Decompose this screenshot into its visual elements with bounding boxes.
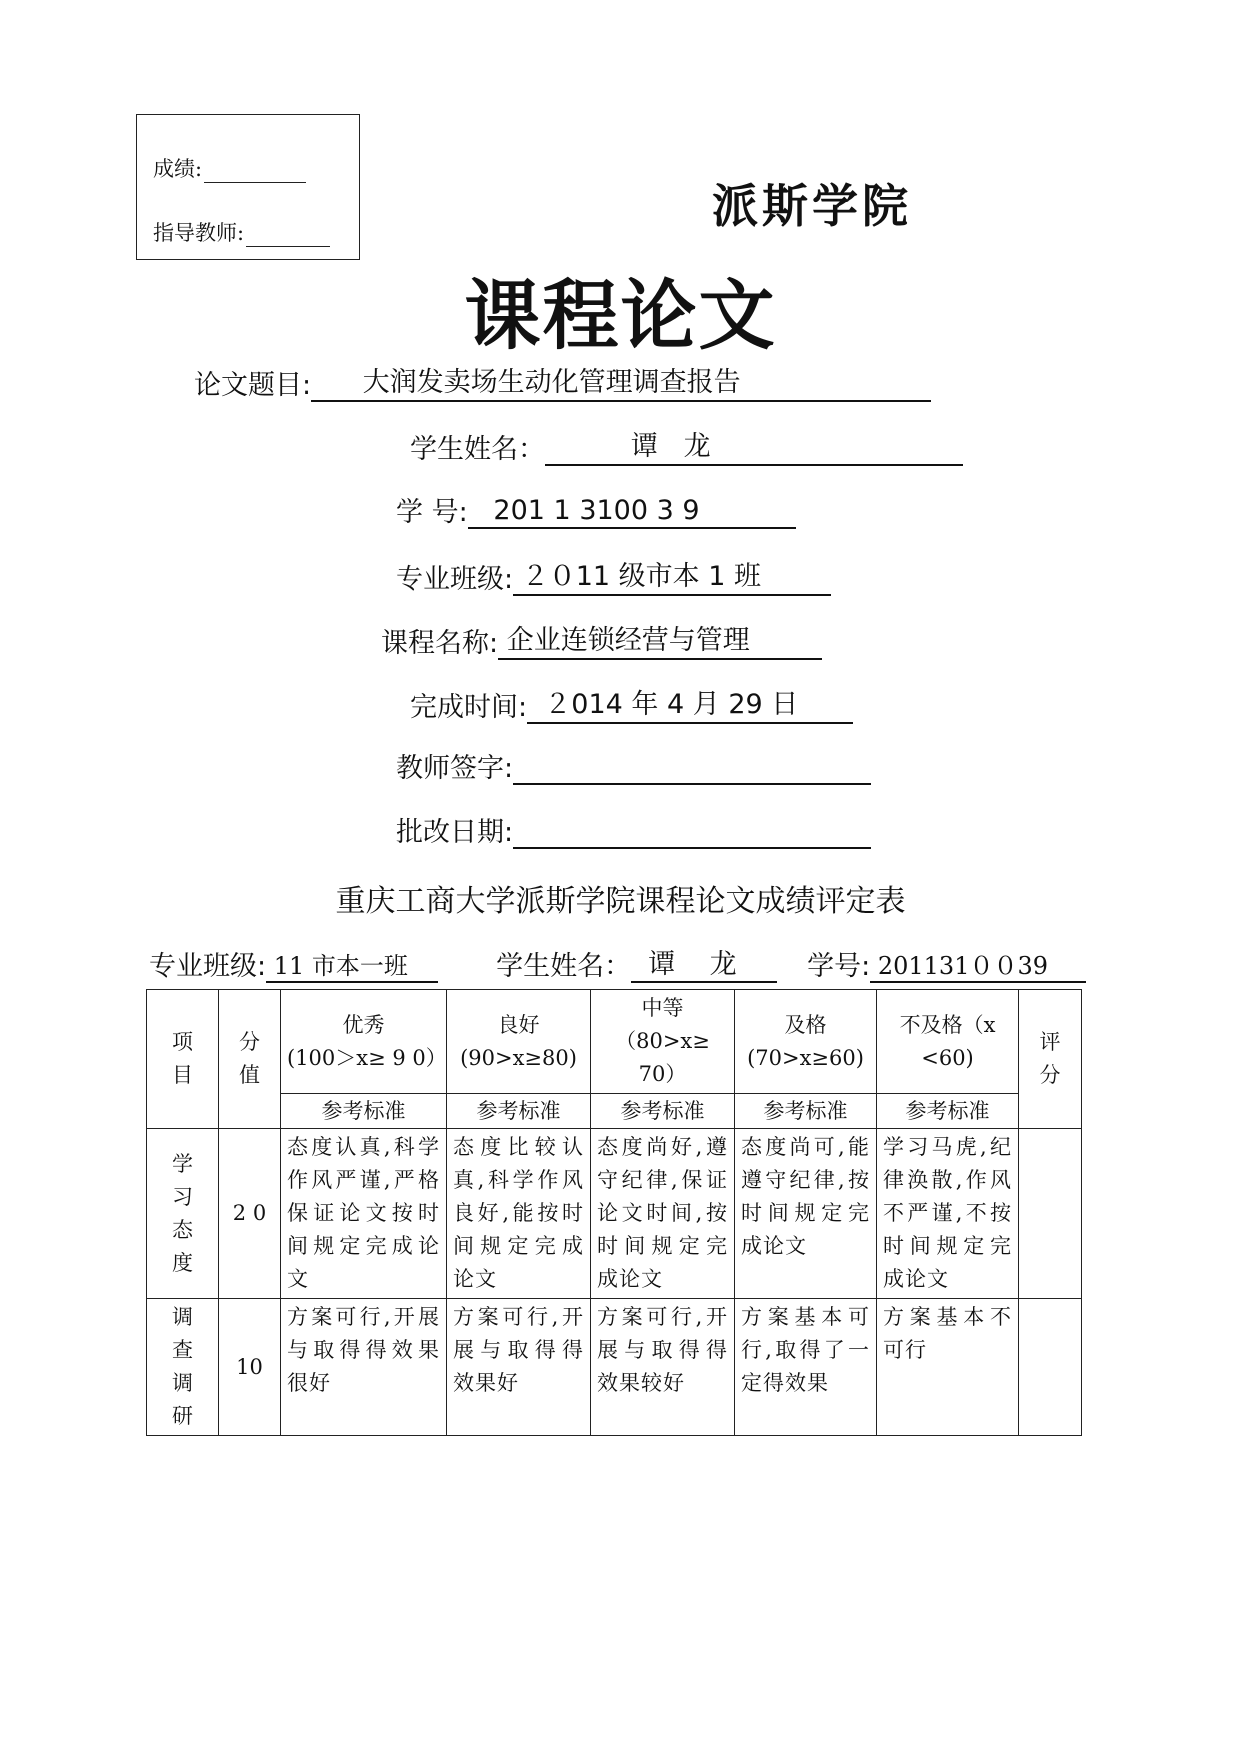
reference-label: 参考标准 (447, 1094, 591, 1129)
table-row (147, 1129, 1082, 1299)
header-item: 项目 (147, 990, 219, 1129)
criteria-cell: 态度尚好,遵守纪律,保证论文时间,按时间规定完成论文 (591, 1129, 735, 1299)
reference-label: 参考标准 (281, 1094, 447, 1129)
teacher-signature-value[interactable] (513, 751, 871, 785)
course-value: 企业连锁经营与管理 (498, 618, 822, 660)
course-field (381, 618, 822, 660)
evaluation-info-row (149, 942, 1086, 983)
topic-value: 大润发卖场生动化管理调查报告 (311, 360, 931, 402)
eval-name-label: 学生姓名： (496, 951, 632, 982)
student-id-field (396, 490, 796, 529)
reference-label: 参考标准 (877, 1094, 1019, 1129)
header-grade-fail: 不及格（x <60) (877, 990, 1019, 1094)
class-field (396, 554, 831, 596)
student-name-label: 学生姓名： (410, 434, 545, 465)
main-title: 课程论文 (464, 271, 777, 360)
grade-label: 成绩: (153, 157, 203, 181)
review-date-label: 批改日期: (396, 817, 514, 848)
teacher-signature-label: 教师签字: (396, 753, 514, 784)
teacher-signature-field (396, 746, 871, 785)
advisor-blank[interactable] (246, 226, 330, 247)
header-score: 分值 (219, 990, 281, 1129)
table-header-row (147, 990, 1082, 1094)
header-grade-medium: 中等 （80>x≥ 70） (591, 990, 735, 1094)
student-id-label: 学 号: (396, 497, 468, 528)
row-score: 10 (219, 1299, 281, 1436)
finish-date-value: ２014 年 4 月 29 日 (527, 682, 853, 724)
criteria-cell: 学习马虎,纪律涣散,作风不严谨,不按时间规定完成论文 (877, 1129, 1019, 1299)
row-score: 2 0 (219, 1129, 281, 1299)
finish-date-field (410, 682, 853, 724)
grade-line (153, 153, 306, 183)
student-name-value: 谭 龙 (545, 424, 963, 466)
rating-cell[interactable] (1019, 1299, 1082, 1436)
review-date-value[interactable] (513, 815, 871, 849)
criteria-cell: 方案基本可行,取得了一定得效果 (735, 1299, 877, 1436)
student-id-value: 201 1 3100 3 9 (468, 495, 796, 529)
criteria-cell: 态度比较认真,科学作风良好,能按时间规定完成论文 (447, 1129, 591, 1299)
advisor-label: 指导教师: (153, 221, 245, 245)
criteria-cell: 方案可行,开展与取得得效果好 (447, 1299, 591, 1436)
class-value: ２０11 级市本 1 班 (513, 554, 831, 596)
advisor-line (153, 217, 330, 247)
eval-name-value: 谭 龙 (631, 942, 777, 983)
topic-label: 论文题目: (194, 370, 312, 401)
criteria-cell: 方案可行,开展与取得得效果较好 (591, 1299, 735, 1436)
criteria-cell: 态度认真,科学作风严谨,严格保证论文按时间规定完成论文 (281, 1129, 447, 1299)
finish-date-label: 完成时间: (410, 692, 528, 723)
reference-label: 参考标准 (591, 1094, 735, 1129)
eval-id-value: 201131００39 (870, 946, 1086, 983)
grading-table (146, 989, 1082, 1436)
college-name: 派斯学院 (712, 179, 912, 233)
row-item: 调查调研 (147, 1299, 219, 1436)
eval-class-label: 专业班级: (149, 951, 267, 982)
header-grade-excellent: 优秀 (100＞x≥ 9 0） (281, 990, 447, 1094)
eval-id-label: 学号: (807, 951, 871, 982)
header-grade-pass: 及格 (70>x≥60) (735, 990, 877, 1094)
course-label: 课程名称: (381, 628, 499, 659)
topic-field (194, 360, 931, 402)
rating-cell[interactable] (1019, 1129, 1082, 1299)
student-name-field (410, 424, 963, 466)
criteria-cell: 态度尚可,能遵守纪律,按时间规定完成论文 (735, 1129, 877, 1299)
header-grade-good: 良好 (90>x≥80) (447, 990, 591, 1094)
evaluation-title: 重庆工商大学派斯学院课程论文成绩评定表 (335, 884, 906, 919)
eval-class-value: 11 市本一班 (266, 946, 438, 983)
score-box (136, 114, 360, 260)
header-rating: 评分 (1019, 990, 1082, 1129)
grade-blank[interactable] (204, 162, 306, 183)
table-row (147, 1299, 1082, 1436)
review-date-field (396, 810, 871, 849)
reference-row (147, 1094, 1082, 1129)
criteria-cell: 方案基本不可行 (877, 1299, 1019, 1436)
class-label: 专业班级: (396, 564, 514, 595)
reference-label: 参考标准 (735, 1094, 877, 1129)
criteria-cell: 方案可行,开展与取得得效果很好 (281, 1299, 447, 1436)
row-item: 学习态度 (147, 1129, 219, 1299)
